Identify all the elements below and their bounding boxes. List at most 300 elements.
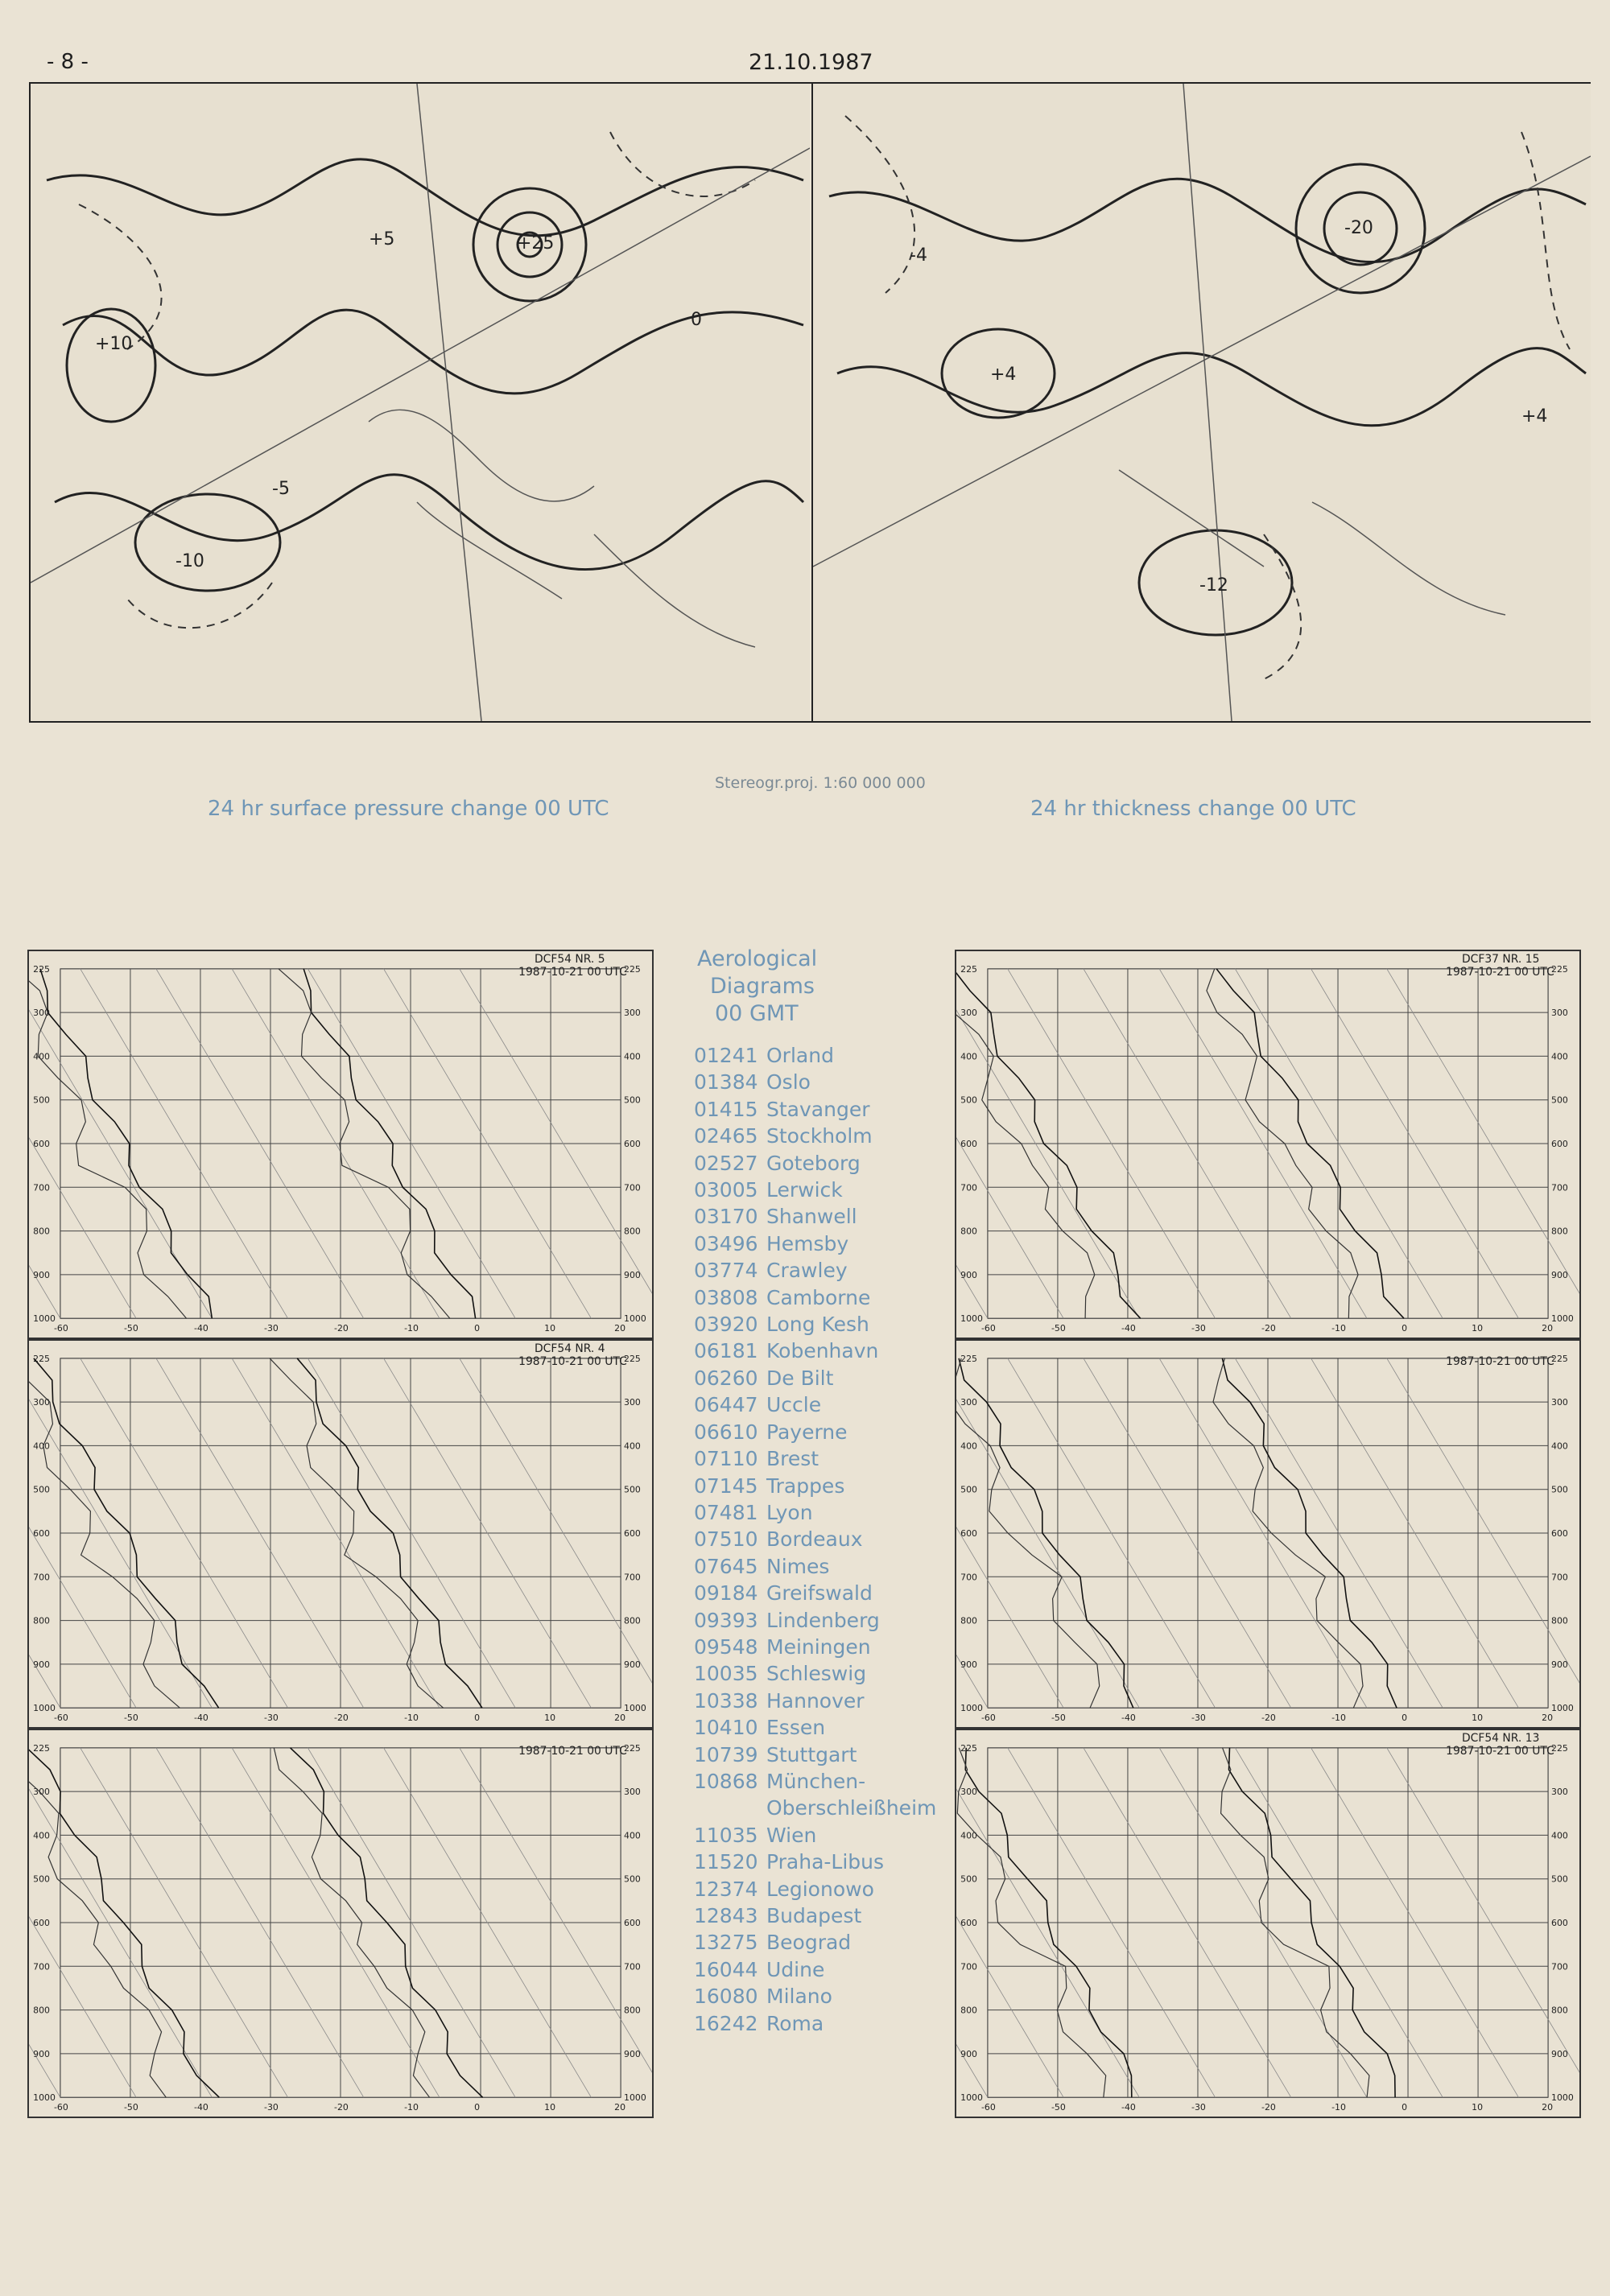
station-row — [694, 1177, 952, 1203]
diagram-grid — [956, 969, 1579, 1318]
station-row — [694, 1203, 952, 1230]
station-row — [694, 1445, 952, 1472]
diagram-6-datetime: 1987-10-21 00 UTC — [1446, 1744, 1554, 1758]
svg-text:0: 0 — [691, 310, 702, 330]
station-name: Nimes — [766, 1554, 830, 1578]
pressure-level-label: 800 — [1551, 1615, 1568, 1626]
station-id: 10410 — [694, 1716, 758, 1740]
temperature-tick-label: 20 — [614, 1713, 626, 1724]
station-row — [694, 2010, 952, 2037]
diagram-2-header: DCF54 NR. 4 — [534, 1342, 605, 1355]
pressure-level-label: 900 — [33, 2048, 50, 2059]
temperature-tick-label: -60 — [53, 1323, 68, 1334]
station-row — [694, 1795, 952, 1821]
diagram-4-datetime: 1987-10-21 00 UTC — [1446, 965, 1554, 979]
pressure-level-label: 400 — [1551, 1830, 1568, 1841]
left-map-caption: 24 hr surface pressure change 00 UTC — [208, 797, 609, 821]
station-id: 01241 — [694, 1044, 758, 1067]
station-name: Oslo — [766, 1070, 811, 1094]
svg-text:-20: -20 — [1344, 218, 1373, 238]
pressure-level-label: 600 — [33, 1138, 50, 1149]
pressure-level-label: 900 — [624, 1659, 641, 1670]
temperature-tick-label: 0 — [474, 2102, 481, 2113]
temperature-tick-label: -10 — [404, 1713, 419, 1724]
station-row — [694, 1956, 952, 1983]
pressure-level-label: 300 — [624, 1397, 641, 1408]
temperature-tick-label: -60 — [980, 1713, 996, 1724]
station-id — [694, 1795, 766, 1821]
temperature-tick-label: -40 — [1121, 1713, 1136, 1724]
station-row — [694, 1929, 952, 1956]
svg-text:-10: -10 — [175, 551, 204, 571]
station-id: 07481 — [694, 1500, 758, 1524]
pressure-level-label: 900 — [960, 1659, 977, 1670]
pressure-level-label: 900 — [1551, 1659, 1568, 1670]
aerological-diagram-3 — [27, 1729, 654, 2118]
station-name: Goteborg — [766, 1151, 861, 1175]
station-name: Beograd — [766, 1931, 852, 1955]
legend-title-line-3: 00 GMT — [715, 1001, 799, 1026]
pressure-level-label: 400 — [960, 1051, 977, 1062]
temperature-tick-label: -20 — [1261, 2102, 1276, 2113]
station-id: 03808 — [694, 1285, 758, 1309]
station-row — [694, 1607, 952, 1634]
svg-text:+10: +10 — [95, 334, 133, 354]
pressure-level-label: 700 — [624, 1572, 641, 1583]
pressure-level-label: 700 — [33, 1961, 50, 1972]
temperature-tick-label: -50 — [123, 1713, 138, 1724]
page-number: - 8 - — [47, 50, 89, 74]
pressure-level-label: 400 — [33, 1051, 50, 1062]
temperature-tick-label: 0 — [474, 1323, 481, 1334]
diagram-5-plot — [956, 1341, 1579, 1727]
pressure-level-label: 300 — [33, 1397, 50, 1408]
thickness-map-graphic — [813, 84, 1591, 721]
temperature-tick-label: 0 — [1402, 2102, 1408, 2113]
station-id: 03496 — [694, 1231, 758, 1255]
thickness-change-map — [811, 84, 1591, 721]
pressure-level-label: 400 — [960, 1830, 977, 1841]
station-row — [694, 1634, 952, 1660]
pressure-level-label: 500 — [624, 1094, 641, 1106]
pressure-level-label: 600 — [624, 1138, 641, 1149]
pressure-level-label: 1000 — [624, 2092, 646, 2104]
station-id: 10739 — [694, 1742, 758, 1766]
aerological-diagram-4 — [955, 950, 1581, 1339]
station-row — [694, 1042, 952, 1069]
pressure-level-label: 700 — [960, 1182, 977, 1193]
temperature-tick-label: -20 — [1261, 1713, 1276, 1724]
pressure-level-label: 800 — [33, 1615, 50, 1626]
temperature-tick-label: 0 — [474, 1713, 481, 1724]
pressure-level-label: 1000 — [1551, 2092, 1574, 2104]
temperature-tick-label: -30 — [1191, 1323, 1206, 1334]
svg-text:-4: -4 — [910, 245, 927, 266]
pressure-level-label: 900 — [33, 1659, 50, 1670]
pressure-level-label: 400 — [624, 1441, 641, 1452]
pressure-level-label: 225 — [624, 963, 641, 975]
station-row — [694, 1742, 952, 1768]
station-id: 03920 — [694, 1313, 758, 1337]
pressure-level-label: 400 — [624, 1051, 641, 1062]
station-id: 07145 — [694, 1474, 758, 1498]
station-id: 09184 — [694, 1581, 758, 1606]
station-id: 02465 — [694, 1124, 758, 1148]
diagram-grid — [29, 1748, 652, 2097]
right-map-caption: 24 hr thickness change 00 UTC — [1030, 797, 1356, 821]
station-name: De Bilt — [766, 1366, 834, 1390]
station-row — [694, 1768, 952, 1795]
pressure-level-label: 500 — [960, 1873, 977, 1885]
diagram-3-datetime: 1987-10-21 00 UTC — [518, 1744, 627, 1758]
station-row — [694, 1983, 952, 2010]
pressure-level-label: 800 — [624, 2005, 641, 2016]
temperature-tick-label: -30 — [264, 2102, 279, 2113]
pressure-level-label: 500 — [1551, 1484, 1568, 1495]
station-id: 12374 — [694, 1877, 758, 1901]
station-id: 16242 — [694, 2011, 758, 2035]
diagram-1-datetime: 1987-10-21 00 UTC — [518, 965, 627, 979]
diagram-3-plot — [29, 1730, 652, 2117]
pressure-level-label: 900 — [624, 2048, 641, 2059]
temperature-tick-label: -20 — [334, 1713, 349, 1724]
pressure-level-label: 1000 — [624, 1313, 646, 1325]
station-id: 03774 — [694, 1259, 758, 1283]
pressure-level-label: 800 — [33, 2005, 50, 2016]
station-name: Kobenhavn — [766, 1339, 879, 1363]
legend-title-line-1: Aerological — [697, 946, 818, 971]
station-name: Essen — [766, 1716, 826, 1740]
station-id: 02527 — [694, 1151, 758, 1175]
station-id: 07645 — [694, 1554, 758, 1578]
pressure-level-label: 800 — [960, 1615, 977, 1626]
diagram-5-datetime: 1987-10-21 00 UTC — [1446, 1354, 1554, 1368]
pressure-level-label: 700 — [33, 1572, 50, 1583]
temperature-tick-label: -40 — [1121, 2102, 1136, 2113]
temperature-tick-label: -60 — [980, 1323, 996, 1334]
station-id: 09393 — [694, 1608, 758, 1632]
pressure-level-label: 800 — [1551, 2005, 1568, 2016]
legend-title-line-2: Diagrams — [710, 974, 815, 999]
pressure-level-label: 225 — [960, 963, 977, 975]
station-name: Orland — [766, 1044, 834, 1067]
aerological-diagram-1 — [27, 950, 654, 1339]
pressure-level-label: 900 — [1551, 2048, 1568, 2059]
station-name: Stockholm — [766, 1124, 873, 1148]
station-name: Lerwick — [766, 1178, 843, 1202]
diagram-4-header: DCF37 NR. 15 — [1461, 952, 1540, 966]
station-row — [694, 1553, 952, 1580]
temperature-tick-label: -50 — [123, 1323, 138, 1334]
station-row — [694, 1419, 952, 1445]
pressure-level-label: 400 — [33, 1441, 50, 1452]
temperature-tick-label: 0 — [1402, 1713, 1408, 1724]
station-name: Praha-Libus — [766, 1850, 885, 1874]
diagram-grid — [29, 1358, 652, 1708]
page-date: 21.10.1987 — [749, 50, 873, 75]
pressure-level-label: 900 — [1551, 1269, 1568, 1280]
pressure-level-label: 1000 — [33, 1313, 56, 1325]
station-id: 06181 — [694, 1339, 758, 1363]
station-row — [694, 1688, 952, 1714]
diagram-4-plot — [956, 951, 1579, 1338]
projection-note: Stereogr.proj. 1:60 000 000 — [715, 774, 926, 792]
temperature-tick-label: -20 — [334, 1323, 349, 1334]
station-row — [694, 1284, 952, 1311]
station-row — [694, 1876, 952, 1902]
pressure-level-label: 400 — [1551, 1441, 1568, 1452]
weather-maps-panel — [29, 82, 1591, 723]
pressure-level-label: 225 — [960, 1742, 977, 1754]
svg-text:-12: -12 — [1199, 575, 1228, 596]
svg-text:-5: -5 — [272, 479, 290, 499]
pressure-level-label: 400 — [33, 1830, 50, 1841]
station-name: Trappes — [766, 1474, 845, 1498]
pressure-level-label: 600 — [960, 1138, 977, 1149]
station-row — [694, 1230, 952, 1257]
pressure-level-label: 1000 — [624, 1703, 646, 1714]
temperature-tick-label: 20 — [1542, 1323, 1554, 1334]
temperature-tick-label: -40 — [194, 2102, 208, 2113]
pressure-level-label: 800 — [624, 1615, 641, 1626]
temperature-tick-label: -60 — [980, 2102, 996, 2113]
station-id: 06260 — [694, 1366, 758, 1390]
pressure-level-label: 700 — [624, 1961, 641, 1972]
svg-text:+25: +25 — [517, 233, 555, 254]
temperature-tick-label: -10 — [1331, 1323, 1346, 1334]
temperature-tick-label: -50 — [1051, 1323, 1066, 1334]
pressure-level-label: 500 — [624, 1873, 641, 1885]
svg-text:+4: +4 — [990, 365, 1017, 385]
station-name: Budapest — [766, 1904, 862, 1927]
station-name: Stavanger — [766, 1097, 870, 1121]
temperature-tick-label: -50 — [1051, 2102, 1066, 2113]
temperature-tick-label: -60 — [53, 1713, 68, 1724]
station-row — [694, 1391, 952, 1418]
pressure-level-label: 600 — [1551, 1917, 1568, 1928]
pressure-level-label: 1000 — [1551, 1313, 1574, 1325]
pressure-level-label: 400 — [624, 1830, 641, 1841]
pressure-level-label: 300 — [960, 1397, 977, 1408]
pressure-level-label: 225 — [33, 1353, 50, 1364]
pressure-level-label: 600 — [33, 1527, 50, 1539]
station-name: Bordeaux — [766, 1527, 863, 1552]
pressure-level-label: 1000 — [1551, 1703, 1574, 1714]
diagram-1-header: DCF54 NR. 5 — [534, 952, 605, 966]
pressure-level-label: 700 — [1551, 1572, 1568, 1583]
diagram-1-plot — [29, 951, 652, 1338]
temperature-tick-label: -10 — [404, 1323, 419, 1334]
pressure-level-label: 225 — [1551, 1742, 1568, 1754]
aerological-legend — [694, 946, 952, 2037]
station-id: 10338 — [694, 1688, 758, 1713]
station-name: München- — [766, 1769, 866, 1793]
pressure-level-label: 600 — [1551, 1138, 1568, 1149]
temperature-tick-label: -20 — [1261, 1323, 1276, 1334]
station-id: 16044 — [694, 1957, 758, 1981]
pressure-level-label: 300 — [624, 1008, 641, 1019]
station-name: Uccle — [766, 1393, 822, 1417]
temperature-tick-label: -30 — [264, 1713, 279, 1724]
temperature-tick-label: 20 — [614, 2102, 626, 2113]
station-id: 09548 — [694, 1634, 758, 1659]
station-name: Schleswig — [766, 1662, 867, 1686]
pressure-level-label: 300 — [33, 1008, 50, 1019]
station-row — [694, 1257, 952, 1284]
station-id: 06610 — [694, 1420, 758, 1444]
temperature-tick-label: 20 — [614, 1323, 626, 1334]
pressure-level-label: 500 — [624, 1484, 641, 1495]
pressure-level-label: 500 — [960, 1094, 977, 1106]
pressure-level-label: 600 — [1551, 1527, 1568, 1539]
station-name: Stuttgart — [766, 1742, 857, 1766]
pressure-level-label: 800 — [1551, 1226, 1568, 1237]
pressure-level-label: 500 — [960, 1484, 977, 1495]
pressure-level-label: 500 — [33, 1484, 50, 1495]
pressure-level-label: 300 — [960, 1787, 977, 1798]
station-id: 11520 — [694, 1850, 758, 1874]
station-id: 01384 — [694, 1070, 758, 1094]
pressure-level-label: 800 — [624, 1226, 641, 1237]
temperature-tick-label: -10 — [1331, 1713, 1346, 1724]
pressure-level-label: 225 — [624, 1742, 641, 1754]
pressure-level-label: 1000 — [33, 1703, 56, 1714]
pressure-level-label: 600 — [960, 1527, 977, 1539]
pressure-level-label: 225 — [1551, 1353, 1568, 1364]
diagram-6-header: DCF54 NR. 13 — [1461, 1731, 1540, 1745]
station-row — [694, 1849, 952, 1875]
station-name: Wien — [766, 1823, 817, 1847]
pressure-level-label: 900 — [624, 1269, 641, 1280]
diagram-grid — [29, 969, 652, 1318]
pressure-level-label: 900 — [33, 1269, 50, 1280]
station-name: Crawley — [766, 1259, 848, 1283]
diagram-grid — [956, 1748, 1579, 2097]
temperature-tick-label: -10 — [1331, 2102, 1346, 2113]
pressure-level-label: 225 — [960, 1353, 977, 1364]
pressure-level-label: 800 — [33, 1226, 50, 1237]
station-id: 01415 — [694, 1097, 758, 1121]
temperature-tick-label: 10 — [1472, 1713, 1483, 1724]
pressure-level-label: 225 — [624, 1353, 641, 1364]
pressure-level-label: 225 — [1551, 963, 1568, 975]
pressure-level-label: 700 — [1551, 1961, 1568, 1972]
station-id: 11035 — [694, 1823, 758, 1847]
station-id: 03005 — [694, 1178, 758, 1202]
temperature-tick-label: -60 — [53, 2102, 68, 2113]
pressure-level-label: 600 — [960, 1917, 977, 1928]
station-row — [694, 1338, 952, 1364]
station-id: 10868 — [694, 1769, 758, 1793]
temperature-tick-label: -40 — [194, 1713, 208, 1724]
pressure-level-label: 900 — [960, 1269, 977, 1280]
pressure-level-label: 1000 — [960, 1313, 983, 1325]
pressure-level-label: 300 — [1551, 1787, 1568, 1798]
station-id: 16080 — [694, 1985, 758, 2009]
station-name: Greifswald — [766, 1581, 873, 1606]
temperature-tick-label: 10 — [544, 1323, 555, 1334]
station-id: 13275 — [694, 1931, 758, 1955]
station-name: Hemsby — [766, 1231, 849, 1255]
station-name: Lyon — [766, 1500, 813, 1524]
station-row — [694, 1822, 952, 1849]
temperature-tick-label: 20 — [1542, 2102, 1554, 2113]
pressure-level-label: 600 — [624, 1527, 641, 1539]
temperature-tick-label: -40 — [194, 1323, 208, 1334]
temperature-tick-label: -10 — [404, 2102, 419, 2113]
station-row — [694, 1365, 952, 1391]
aerological-diagram-5 — [955, 1339, 1581, 1729]
station-name: Payerne — [766, 1420, 848, 1444]
station-id: 12843 — [694, 1904, 758, 1927]
station-row — [694, 1069, 952, 1095]
station-row — [694, 1150, 952, 1177]
diagram-grid — [956, 1358, 1579, 1708]
station-id: 07110 — [694, 1447, 758, 1471]
pressure-level-label: 300 — [33, 1787, 50, 1798]
station-name: Shanwell — [766, 1205, 857, 1229]
station-name: Camborne — [766, 1285, 871, 1309]
station-row — [694, 1123, 952, 1149]
temperature-tick-label: -20 — [334, 2102, 349, 2113]
temperature-tick-label: 10 — [544, 1713, 555, 1724]
pressure-level-label: 600 — [33, 1917, 50, 1928]
pressure-level-label: 400 — [1551, 1051, 1568, 1062]
station-name: Brest — [766, 1447, 819, 1471]
temperature-tick-label: 10 — [544, 2102, 555, 2113]
pressure-level-label: 700 — [960, 1572, 977, 1583]
pressure-level-label: 600 — [624, 1917, 641, 1928]
station-row — [694, 1580, 952, 1606]
pressure-level-label: 500 — [33, 1094, 50, 1106]
aerological-diagram-6 — [955, 1729, 1581, 2118]
diagram-2-datetime: 1987-10-21 00 UTC — [518, 1354, 627, 1368]
pressure-map-graphic — [31, 84, 810, 721]
temperature-tick-label: -50 — [1051, 1713, 1066, 1724]
pressure-level-label: 400 — [960, 1441, 977, 1452]
station-id: 07510 — [694, 1527, 758, 1552]
station-name: Hannover — [766, 1688, 865, 1713]
pressure-level-label: 1000 — [960, 1703, 983, 1714]
station-name: Meiningen — [766, 1634, 871, 1659]
station-name: Long Kesh — [766, 1313, 869, 1337]
pressure-level-label: 700 — [624, 1182, 641, 1193]
station-name: Roma — [766, 2011, 824, 2035]
station-row — [694, 1714, 952, 1741]
temperature-tick-label: 0 — [1402, 1323, 1408, 1334]
temperature-tick-label: 10 — [1472, 2102, 1483, 2113]
pressure-level-label: 700 — [960, 1961, 977, 1972]
pressure-level-label: 900 — [960, 2048, 977, 2059]
pressure-level-label: 700 — [33, 1182, 50, 1193]
station-row — [694, 1311, 952, 1338]
pressure-level-label: 300 — [1551, 1397, 1568, 1408]
pressure-level-label: 500 — [1551, 1873, 1568, 1885]
station-row — [694, 1096, 952, 1123]
temperature-tick-label: 20 — [1542, 1713, 1554, 1724]
station-name: Lindenberg — [766, 1608, 880, 1632]
station-row — [694, 1902, 952, 1929]
station-id: 06447 — [694, 1393, 758, 1417]
station-row — [694, 1660, 952, 1687]
station-name: Milano — [766, 1985, 832, 2009]
station-id: 10035 — [694, 1662, 758, 1686]
surface-pressure-change-map — [31, 84, 810, 721]
diagram-6-plot — [956, 1730, 1579, 2117]
station-id: 03170 — [694, 1205, 758, 1229]
temperature-tick-label: -50 — [123, 2102, 138, 2113]
pressure-level-label: 225 — [33, 963, 50, 975]
